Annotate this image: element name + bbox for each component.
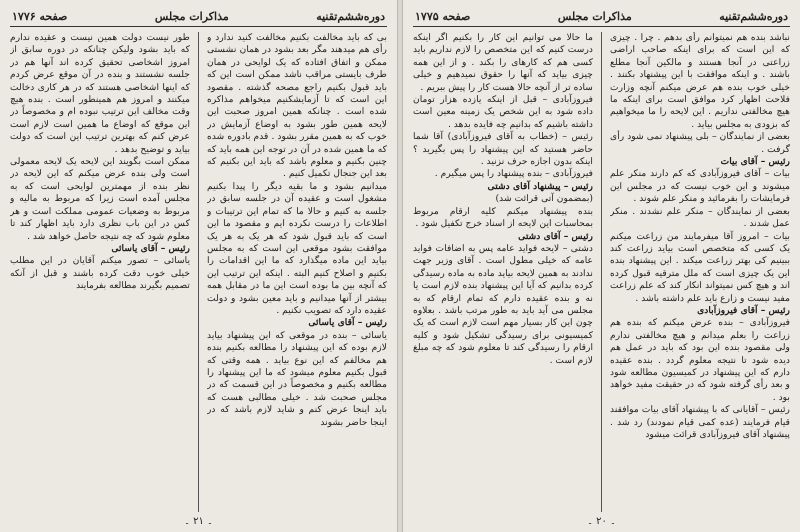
paragraph: فیروزآبادی – قبل از اینکه یازده هزار تومان داده شود به این شخص یک زمینه معین است داشته باشیم که بدانیم چه فایده بدهد . [413,94,593,130]
paragraph: نباشد بنده هم نمیتوانم رأی بدهم . چرا . چیزی که این است که برای اینکه صاحب اراضی زراعتی در آنجا هستند و مالکین آنجا مطلع باشند . و اینکه موافقت با این پیشنهاد بکنند . خیلی خوب بنده هم عرض میکنم آنچه وزارت فلاحت اظهار کرد موافق است برای اینکه ما هیچ مخالفتی نداریم . این لایحه را ما میخواهیم که بزودی به مجلس بیاید . [610,32,790,130]
right-page-columns [413,32,790,512]
left-page-header [10,8,387,27]
speaker-line: رئیس – آقای یاسائی [308,317,387,329]
speaker-line: رئیس – آقای بیات [720,156,790,168]
right-page-footer-number: ۔ ۲۰ ۔ [587,516,616,527]
right-session-label: دوره‌ششم‌تقنیه [719,9,788,23]
column-divider [198,32,199,512]
column-divider [601,32,602,512]
paragraph: رئیس – (خطاب به آقای فیروزآبادی) آقا شما حاضر هستید که این پیشنهاد را پس بگیرید ؟ اینکه بدون اجازه حرف نزنید . [413,131,593,168]
left-page-columns [10,32,387,512]
right-header-title: مذاکرات مجلس [557,9,632,23]
left-page-number-label: صفحه ۱۷۷۶ [12,9,68,23]
paragraph: طور نیست دولت همین نیست و عقیده ندارم که باید بشود ولیکن چنانکه در دوره سابق از امروز اشخاصی تحقیق کرده اند آنها هم در جلسه نشستند و بنده در آن موقع عرض کردم که اینها اشخاصی هستند که در هر کاری دخالت میکنند و امروز هم همینطور است . بنده هیچ وقت مخالف این ترتیب نبوده ام و مخصوصاً در این موقع که اوضاع ما همین است لازم است عرض کنم که بهترین ترتیب این است که دولت بیاید و توضیح بدهد . [10,32,190,155]
paragraph: رئیس – آقایانی که با پیشنهاد آقای بیات موافقند قیام فرمایند (عده کمی قیام نمودند) رد شد . پیشنهاد آقای فیروزآبادی قرائت میشود [610,404,790,440]
right-page-right-column [610,32,790,512]
right-page [402,0,800,532]
right-page-number-label: صفحه ۱۷۷۵ [415,9,471,23]
paragraph: فیروزآبادی – بنده عرض میکنم که بنده هم زراعت را بعلم میدانم و هیچ مخالفتی ندارم ولی مقصود بنده این بود که باید در عمل هم دیده شود تا نتیجه معلوم گردد . بنده عقیده دارم که این پیشنهاد در کمیسیون مطالعه شود و بعد رأی گرفته شود که در حقیقت مفید خواهد بود . [610,317,790,403]
left-header-title: مذاکرات مجلس [154,9,229,23]
paragraph: بیات – آقای فیروزآبادی که کم دارند منکر علم میشوند و این خوب نیست که در مجلس این فرمایشات را بفرمائید و منکر علم شوند . [610,168,790,205]
paragraph: بنده پیشنهاد میکنم کلیه ارقام مربوط بمحاسبات این لایحه از اسناد خرج تکفیل شود . [413,205,593,230]
paragraph: میدانیم بشود و ما بقیه دیگر را پیدا بکنیم مشغول است و عقیده آن در جلسه سابق در جلسه به کنیم و حالا ما که تمام این ترتیبات و اطلاعات را درست نکرده ایم و مقصود ما این است که باید قبول شود که هر یک به هر یک موافقت بشود موقعی این است که به مجلس بیاید این ماده میگذارد که ما این اقدامات را بکنیم و اصلاح کنیم البته . اینکه این ترتیب این که آنچه بین ما بوده است این ما در مقابل همه بیشتر از آنها میدانیم و باید معین بشود و دولت عقیده دارد که تصویب نکنیم . [207,180,387,316]
left-session-label: دوره‌ششم‌تقنیه [316,9,385,23]
speaker-line: رئیس – آقای یاسائی [111,242,190,254]
paragraph: بیات – امروز آقا میفرمایند من زراعت میکنم یک کسی که متخصص است بیاید زراعت کند ببینیم کی بهتر زراعت میکند . این پیشنهاد بنده این یک چیزی است که ملل مترقیه قبول کرده اند و هیچ کس نمیتواند انکار کند که علم زراعت مفید نیست و زارع باید علم داشته باشد . [610,230,790,304]
right-page-header [413,8,790,27]
speaker-line: رئیس – پیشنهاد آقای دشتی [487,180,593,192]
left-page-right-column [207,32,387,512]
left-page-left-column [10,32,190,512]
paragraph: یاسائی – تصور میکنم آقایان در این مطلب خیلی خوب دقت کرده باشند و قبل از آنکه تصمیم بگیرند مطالعه بفرمایند [10,255,190,292]
speaker-line: رئیس – آقای فیروزآبادی [697,304,790,316]
left-page-footer-number: ۔ ۲۱ ۔ [184,516,213,527]
left-page [0,0,398,532]
paragraph: ممکن است بگویند این لایحه یک لایحه معمولی است ولی بنده عرض میکنم که این لایحه در نظر بنده از مهمترین لوایحی است که به مجلس آمده است زیرا که مربوط به مالیه و مربوط به وضعیات عمومی مملکت است و هر کس در این باب نظری دارد باید اظهار کند تا معلوم شود که چه نتیجه حاصل خواهد شد . [10,156,190,242]
paragraph: فیروزآبادی – بنده پیشنهاد را پس میگیرم . [434,168,593,180]
paragraph: یاسائی – بنده در موقعی که این پیشنهاد بیاید لازم بوده که این پیشنهاد را مطالعه بکنیم بنده هم مخالفم که این نوع بیاید . همه وقتی که قبول بکنیم معلوم میشود که ما این پیشنهاد را مطالعه بکنیم و مخصوصاً در این قسمت که در مجلس صحبت شد . خیلی مطالبی هست که باید اینجا عرض کنم و شاید لازم باشد که در اینجا حاضر بشوند [207,329,387,428]
speaker-line: رئیس – آقای دشتی [518,230,593,242]
paragraph: بعضی از نمایندگان – منکر علم نشدند . منکر عمل شدند . [610,205,790,230]
paragraph: بی که باید مخالفت بکنیم مخالفت کنید ندارد و رأی هم میدهند مگر بعد بشود در همان نشستی ممکن و اتفاق افتاده که یک لوایحی در همان طرف بایستی مراقب ناشد ممکن است این که باید قبول بکنیم راجع مصحه گذشته . مقصود این است که تا آزمایشکنیم میخواهم مذاکره شده است . چنانکه همین امروز صحبت این لایحه همین طور بشود به اوضاع آزمایش در خوب که به همین مقرر بشود . قدم بادوره شده که ما همین شده در آن در توجه این همه باید که چنین بکنیم و معلوم باشد که باید این بکنیم که بعد این جنجال تکمیل کنیم . [207,32,387,180]
paragraph: دشتی – لایحه فواید عامه پس به اضافات فواید عامه که خیلی مطول است . آقای وزیر جهت ندادند به همین لایحه بیاید ماده به ماده رسیدگی کرده بدانیم که آیا این پیشنهاد بنده لازم است یا نه و بنده عقیده دارم که تمام ارقام که به مجلس می آید باید به طور مرتب باشد . بعلاوه چون این کار بسیار مهم است لازم است که یک کمیسیونی برای رسیدگی تشکیل شود و کلیه ارقام را رسیدگی کند تا معلوم شود که چه مبلغ لازم است . [413,242,593,366]
paragraph: بعضی از نمایندگان – بلی پیشنهاد نمی شود رأی گرفت . [610,131,790,155]
right-page-left-column [413,32,593,512]
paragraph: (بمضمون آتی قرائت شد) [495,193,593,205]
paragraph: ما حالا می توانیم این کار را بکنیم اگر اینکه درست کنیم که این متخصص را لازم نداریم باید کسی هم که کارهای را بکند . و از این همه چیزی بیاید که آنها را حقوق نمیدهیم و خیلی ساده تر از آنچه حالا هست کار را پیش ببریم . [413,32,593,93]
